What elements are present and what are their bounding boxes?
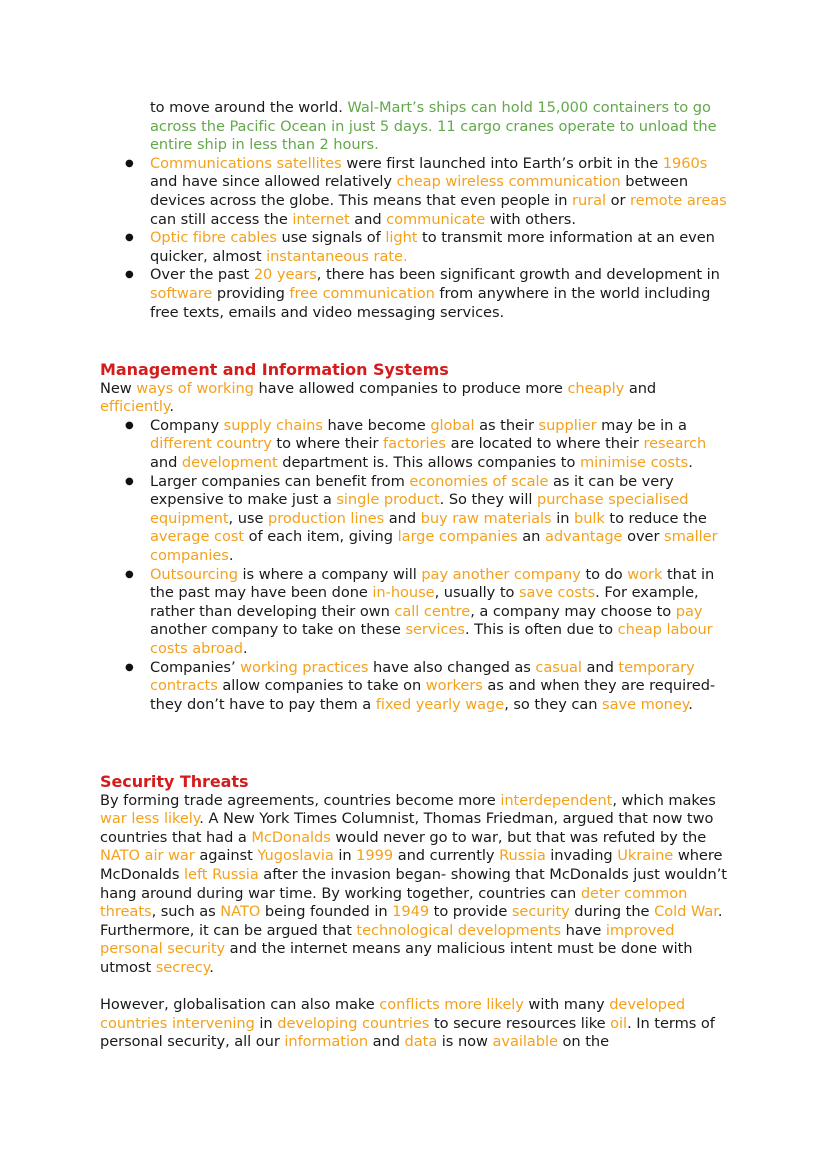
text-run: . So they will xyxy=(439,491,537,509)
highlighted-term: fixed yearly wage xyxy=(375,695,505,713)
highlighted-term: efficiently xyxy=(100,398,170,416)
text-run: and xyxy=(349,210,387,228)
text-run: and the internet means any malicious intent must be done with utmost xyxy=(100,940,693,976)
bullet-economies-of-scale xyxy=(100,473,730,566)
highlighted-term: advantage xyxy=(544,528,623,546)
text-run: over xyxy=(622,528,665,546)
management-list xyxy=(100,417,730,715)
highlighted-term: NATO xyxy=(220,903,261,921)
highlighted-term: average cost xyxy=(150,528,245,546)
text-run: of each item, giving xyxy=(244,528,398,546)
highlighted-term: improved personal security xyxy=(100,921,675,958)
text-run: can still access the xyxy=(150,210,293,228)
highlighted-term: pay another company xyxy=(421,565,581,583)
highlighted-term: information xyxy=(284,1033,369,1051)
highlighted-term: buy raw materials xyxy=(420,509,552,527)
text-run: and xyxy=(624,379,657,397)
text-run: as it can be very expensive to make just a xyxy=(150,472,674,509)
text-run: as their xyxy=(474,416,539,434)
text-run: and xyxy=(384,509,421,527)
text-run: , such as xyxy=(151,903,221,921)
text-run: with many xyxy=(523,996,610,1014)
text-run: and xyxy=(368,1033,405,1051)
highlighted-term: cheap labour costs abroad xyxy=(150,621,713,657)
text-run: to transmit more information at an even quicker, almost xyxy=(150,229,715,265)
highlighted-term: bulk xyxy=(574,509,605,527)
text-run: invading xyxy=(545,847,618,865)
text-run: and have since allowed relatively xyxy=(150,173,397,191)
highlighted-term: 20 years xyxy=(253,266,317,284)
text-run: . xyxy=(169,398,174,416)
highlighted-term: developing countries xyxy=(277,1014,430,1032)
highlighted-term: deter common threats xyxy=(100,884,688,921)
text-run: , use xyxy=(228,509,268,527)
text-run: . xyxy=(242,639,248,657)
highlighted-term: oil xyxy=(610,1014,628,1032)
highlighted-term: production lines xyxy=(267,509,385,527)
highlighted-term: research xyxy=(643,435,707,453)
text-run: , there has been significant growth and development in xyxy=(316,266,720,284)
highlighted-term: cheaply xyxy=(567,379,625,397)
highlighted-term: Yugoslavia xyxy=(257,847,334,865)
text-run: on the xyxy=(557,1033,609,1051)
highlighted-term: save costs xyxy=(518,584,596,602)
highlighted-term: technological developments xyxy=(356,921,562,939)
text-run: and currently xyxy=(393,847,500,865)
highlighted-term: Wal-Mart’s ships can hold 15,000 containers to go across the Pacific Ocean in just 5 days. 11 cargo cranes operate to unload the entire ship in less than 2 hours. xyxy=(150,99,717,154)
highlighted-term: call centre xyxy=(394,602,471,620)
highlighted-term: large companies xyxy=(397,528,518,546)
section-heading-security: Security Threats xyxy=(100,772,249,791)
management-section xyxy=(100,361,730,714)
text-run: By forming trade agreements, countries become more xyxy=(100,791,501,809)
text-run: have allowed companies to produce more xyxy=(253,379,568,397)
text-run: have xyxy=(561,921,606,939)
highlighted-term: Cold War xyxy=(654,903,718,921)
continuation-text xyxy=(100,99,730,155)
text-run: , which makes xyxy=(612,791,716,809)
text-run: . This is often due to xyxy=(464,621,618,639)
highlighted-term: 1960s xyxy=(662,154,708,172)
text-run: Companies’ xyxy=(150,658,241,676)
highlighted-term: Russia xyxy=(499,847,546,865)
highlighted-term: McDonalds xyxy=(251,828,331,846)
text-run: being founded in xyxy=(260,903,393,921)
text-run: during the xyxy=(569,903,655,921)
highlighted-term: workers xyxy=(425,677,483,695)
highlighted-term: available xyxy=(492,1033,558,1051)
text-run: were first launched into Earth’s orbit in the xyxy=(341,154,663,172)
text-run: that in the past may have been done xyxy=(150,565,715,602)
text-run: another company to take on these xyxy=(150,621,406,639)
highlighted-term: single product xyxy=(336,491,440,509)
highlighted-term: purchase specialised equipment xyxy=(150,491,689,527)
paragraph-gap xyxy=(100,978,730,997)
communications-section xyxy=(100,99,730,322)
highlighted-term: save money xyxy=(602,695,689,713)
highlighted-term: developed countries intervening xyxy=(100,996,686,1032)
text-run: between devices across the globe. This means that even people in xyxy=(150,173,689,209)
text-run: , a company may choose to xyxy=(470,602,676,620)
text-run: . xyxy=(228,546,234,564)
highlighted-term: Communications satellites xyxy=(150,154,342,172)
text-run: in xyxy=(254,1014,278,1032)
highlighted-term: cheap wireless communication xyxy=(396,173,621,191)
text-run: is where a company will xyxy=(237,565,422,583)
text-run: to do xyxy=(580,565,628,583)
highlighted-term: war less likely xyxy=(100,810,200,828)
text-run: to move around the world. xyxy=(150,99,348,116)
text-run: after the invasion began- showing that McDonalds just wouldn’t hang around during war time. By working together, countries can xyxy=(100,865,727,902)
management-intro xyxy=(100,380,730,417)
text-run: where McDonalds xyxy=(100,847,723,883)
security-paragraph-2 xyxy=(100,996,730,1052)
highlighted-term: software xyxy=(150,284,213,302)
highlighted-term: global xyxy=(430,416,475,434)
text-run: in xyxy=(551,509,574,527)
text-run: with others. xyxy=(485,210,576,228)
highlighted-term: communicate xyxy=(386,210,486,228)
text-run: . xyxy=(688,453,693,471)
bullet-software xyxy=(100,266,730,322)
text-run: Over the past xyxy=(150,266,254,284)
highlighted-term: minimise costs xyxy=(579,453,689,471)
highlighted-term: work xyxy=(627,565,663,583)
highlighted-term: NATO air war xyxy=(100,847,195,865)
text-run: an xyxy=(517,528,545,546)
text-run: may be in a xyxy=(596,416,687,434)
highlighted-term: development xyxy=(181,453,278,471)
highlighted-term: free communication xyxy=(289,284,435,302)
highlighted-term: security xyxy=(511,903,570,921)
text-run: or xyxy=(606,191,631,209)
section-heading-management: Management and Information Systems xyxy=(100,360,449,379)
security-paragraph-1 xyxy=(100,792,730,978)
text-run: and xyxy=(150,453,182,471)
bullet-working-practices xyxy=(100,659,730,715)
text-run: New xyxy=(100,379,137,397)
text-run: are located to where their xyxy=(446,435,644,453)
text-run: . xyxy=(209,958,214,976)
bullet-satellites xyxy=(100,155,730,229)
highlighted-term: ways of working xyxy=(136,379,254,397)
text-run: However, globalisation can also make xyxy=(100,996,380,1014)
communications-list xyxy=(100,99,730,322)
text-run: . For example, rather than developing their own xyxy=(150,584,699,620)
text-run: . In terms of personal security, all our xyxy=(100,1014,715,1051)
text-run: Company xyxy=(150,416,224,434)
highlighted-term: conflicts more likely xyxy=(379,996,524,1014)
highlighted-term: Ukraine xyxy=(617,847,674,865)
highlighted-term: smaller companies xyxy=(150,528,718,564)
highlighted-term: Optic fibre cables xyxy=(150,229,277,247)
highlighted-term: rural xyxy=(572,191,607,209)
text-run: use signals of xyxy=(276,229,386,247)
highlighted-term: secrecy xyxy=(155,958,210,976)
highlighted-term: temporary contracts xyxy=(150,658,695,695)
text-run: . Furthermore, it can be argued that xyxy=(100,903,723,939)
text-run: . xyxy=(688,695,693,713)
text-run: to secure resources like xyxy=(429,1014,611,1032)
text-run: have also changed as xyxy=(368,658,536,676)
highlighted-term: instantaneous rate. xyxy=(266,247,408,265)
text-run: against xyxy=(194,847,258,865)
text-run: would never go to war, but that was refuted by the xyxy=(330,828,707,846)
highlighted-term: left Russia xyxy=(184,865,259,883)
text-run: providing xyxy=(212,284,290,302)
highlighted-term: pay xyxy=(675,602,703,620)
text-run: . A New York Times Columnist, Thomas Friedman, argued that now two countries that had a xyxy=(100,810,714,846)
text-run: and xyxy=(581,658,619,676)
bullet-supply-chains xyxy=(100,417,730,473)
highlighted-term: Outsourcing xyxy=(150,565,238,583)
highlighted-term: working practices xyxy=(240,658,369,676)
text-run: department is. This allows companies to xyxy=(277,453,580,471)
text-run: is now xyxy=(437,1033,493,1051)
text-run: to provide xyxy=(429,903,512,921)
highlighted-term: supplier xyxy=(538,416,597,434)
text-run: to reduce the xyxy=(604,509,707,527)
security-section xyxy=(100,773,730,1052)
highlighted-term: interdependent xyxy=(500,791,613,809)
text-run: , usually to xyxy=(434,584,519,602)
highlighted-term: light xyxy=(385,229,418,247)
bullet-optic-fibre xyxy=(100,229,730,266)
highlighted-term: remote areas xyxy=(630,191,727,209)
highlighted-term: services xyxy=(405,621,465,639)
text-run: allow companies to take on xyxy=(217,677,426,695)
text-run: from anywhere in the world including free texts, emails and video messaging services. xyxy=(150,284,711,321)
text-run: , so they can xyxy=(504,695,603,713)
highlighted-term: 1949 xyxy=(392,903,430,921)
highlighted-term: casual xyxy=(535,658,582,676)
text-run: have become xyxy=(322,416,431,434)
text-run: in xyxy=(333,847,357,865)
highlighted-term: in-house xyxy=(372,584,435,602)
highlighted-term: factories xyxy=(383,435,446,453)
text-run: Larger companies can benefit from xyxy=(150,472,410,490)
highlighted-term: data xyxy=(404,1033,438,1051)
highlighted-term: economies of scale xyxy=(409,472,549,490)
highlighted-term: supply chains xyxy=(223,416,323,434)
highlighted-term: different country xyxy=(150,435,272,453)
bullet-outsourcing xyxy=(100,566,730,659)
text-run: as and when they are required- they don’t have to pay them a xyxy=(150,677,716,713)
highlighted-term: 1999 xyxy=(356,847,394,865)
text-run: to where their xyxy=(271,435,384,453)
highlighted-term: internet xyxy=(292,210,350,228)
